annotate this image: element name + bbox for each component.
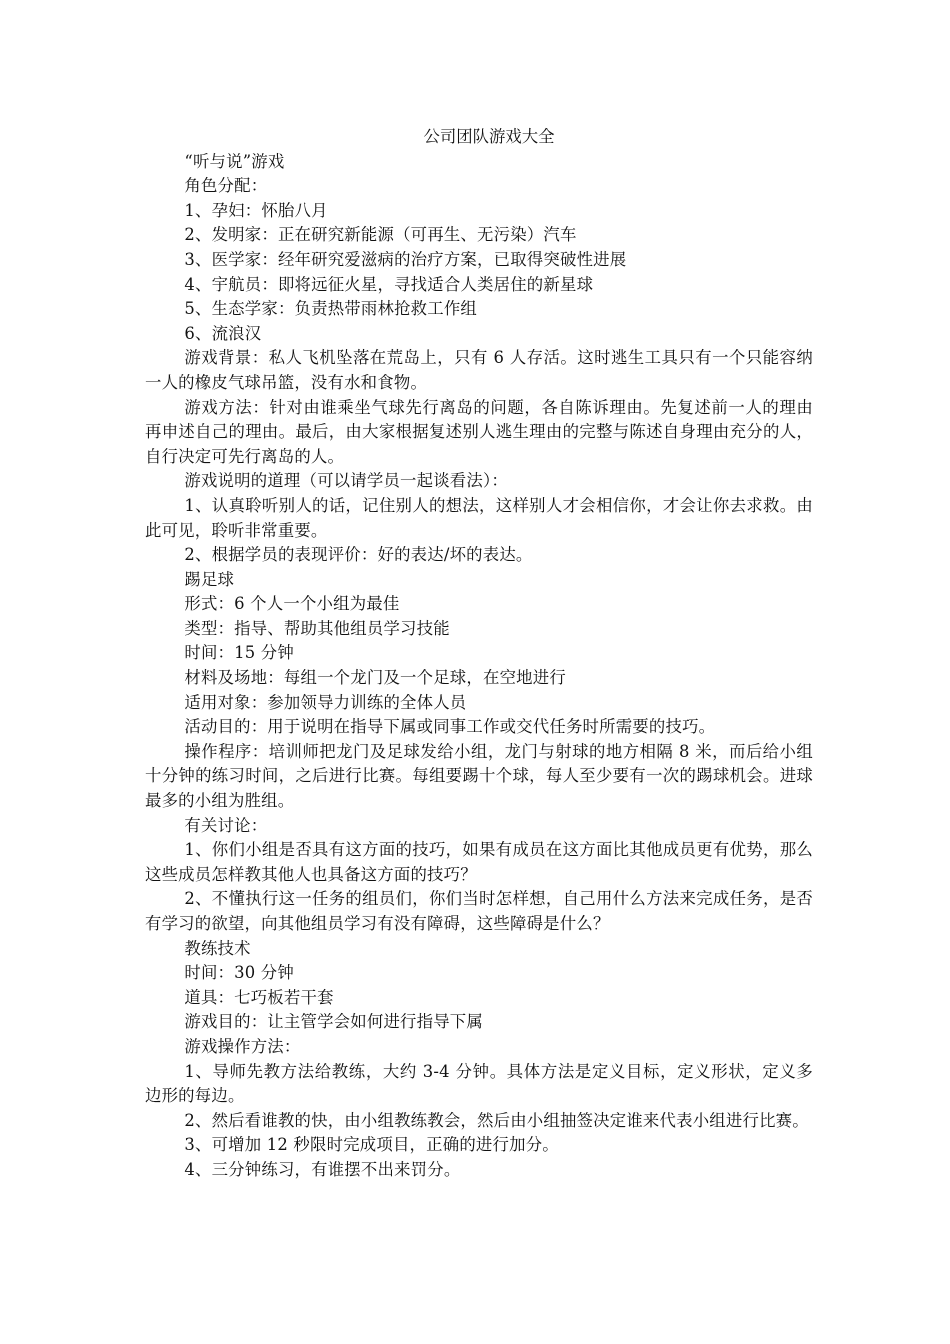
paragraph-coaching-step-4: 4、三分钟练习，有谁摆不出来罚分。 — [184, 1159, 461, 1179]
paragraph-football-time: 时间：15 分钟 — [184, 643, 294, 663]
paragraph-football-heading: 踢足球 — [184, 569, 235, 589]
paragraph-discussion-2: 2、不懂执行这一任务的组员们，你们当时怎样想，自己用什么方法来完成任务，是否有学习的欲望，向其他组员学习有没有障碍，这些障碍是什么？ — [145, 889, 813, 933]
paragraph-role-2: 2、发明家：正在研究新能源（可再生、无污染）汽车 — [184, 225, 577, 245]
paragraph-listen-speak-game: “听与说”游戏 — [184, 151, 285, 171]
paragraph-discussion-1: 1、你们小组是否具有这方面的技巧，如果有成员在这方面比其他成员更有优势，那么这些成员怎样教其他人也具备这方面的技巧？ — [145, 840, 813, 884]
paragraph-coaching-step-2: 2、然后看谁教的快，由小组教练教会，然后由小组抽签决定谁来代表小组进行比赛。 — [184, 1110, 809, 1130]
paragraph-role-6: 6、流浪汉 — [184, 323, 262, 343]
paragraph-game-background: 游戏背景：私人飞机坠落在荒岛上，只有 6 人存活。这时逃生工具只有一个只能容纳一人的橡皮气球吊篮，没有水和食物。 — [145, 348, 813, 392]
paragraph-football-format: 形式：6 个人一个小组为最佳 — [184, 594, 400, 614]
paragraph-lesson-1: 1、认真聆听别人的话，记住别人的想法，这样别人才会相信你，才会让你去求救。由此可见，聆听非常重要。 — [145, 495, 813, 540]
paragraph-role-3: 3、医学家：经年研究爱滋病的治疗方案，已取得突破性进展 — [184, 249, 627, 269]
paragraph-role-4: 4、宇航员：即将远征火星，寻找适合人类居住的新星球 — [184, 274, 594, 294]
paragraph-coaching-step-3: 3、可增加 12 秒限时完成项目，正确的进行加分。 — [184, 1135, 559, 1155]
paragraph-football-type: 类型：指导、帮助其他组员学习技能 — [184, 618, 450, 638]
paragraph-football-purpose: 活动目的：用于说明在指导下属或同事工作或交代任务时所需要的技巧。 — [184, 717, 716, 737]
paragraph-coaching-time: 时间：30 分钟 — [184, 963, 294, 983]
paragraph-coaching-heading: 教练技术 — [184, 938, 251, 958]
paragraph-game-method: 游戏方法：针对由谁乘坐气球先行离岛的问题，各自陈诉理由。先复述前一人的理由再申述自己的理由。最后，由大家根据复述别人逃生理由的完整与陈述自身理由充分的人，自行决定可先行离岛的人。 — [145, 397, 813, 466]
paragraph-football-materials: 材料及场地：每组一个龙门及一个足球，在空地进行 — [184, 668, 566, 688]
document-body — [145, 125, 813, 1183]
paragraph-discussion-heading: 有关讨论： — [184, 815, 268, 835]
paragraph-football-audience: 适用对象：参加领导力训练的全体人员 — [184, 692, 467, 712]
paragraph-game-lesson: 游戏说明的道理（可以请学员一起谈看法）： — [184, 471, 508, 491]
paragraph-coaching-props: 道具：七巧板若干套 — [184, 987, 334, 1007]
paragraph-coaching-purpose: 游戏目的：让主管学会如何进行指导下属 — [184, 1012, 483, 1032]
document-title: 公司团队游戏大全 — [423, 127, 555, 146]
paragraph-lesson-2: 2、根据学员的表现评价：好的表达/坏的表达。 — [184, 545, 533, 565]
paragraph-coaching-method-heading: 游戏操作方法： — [184, 1036, 301, 1056]
paragraph-football-procedure: 操作程序：培训师把龙门及足球发给小组，龙门与射球的地方相隔 8 米，而后给小组十分钟的练习时间，之后进行比赛。每组要踢十个球，每人至少要有一次的踢球机会。进球最多的小组为胜组。 — [145, 741, 813, 811]
paragraph-role-assignment: 角色分配： — [184, 176, 268, 196]
paragraph-role-1: 1、孕妇：怀胎八月 — [184, 200, 328, 220]
paragraph-role-5: 5、生态学家：负责热带雨林抢救工作组 — [184, 299, 478, 319]
paragraph-coaching-step-1: 1、导师先教方法给教练，大约 3-4 分钟。具体方法是定义目标，定义形状，定义多边形的每边。 — [145, 1061, 813, 1106]
